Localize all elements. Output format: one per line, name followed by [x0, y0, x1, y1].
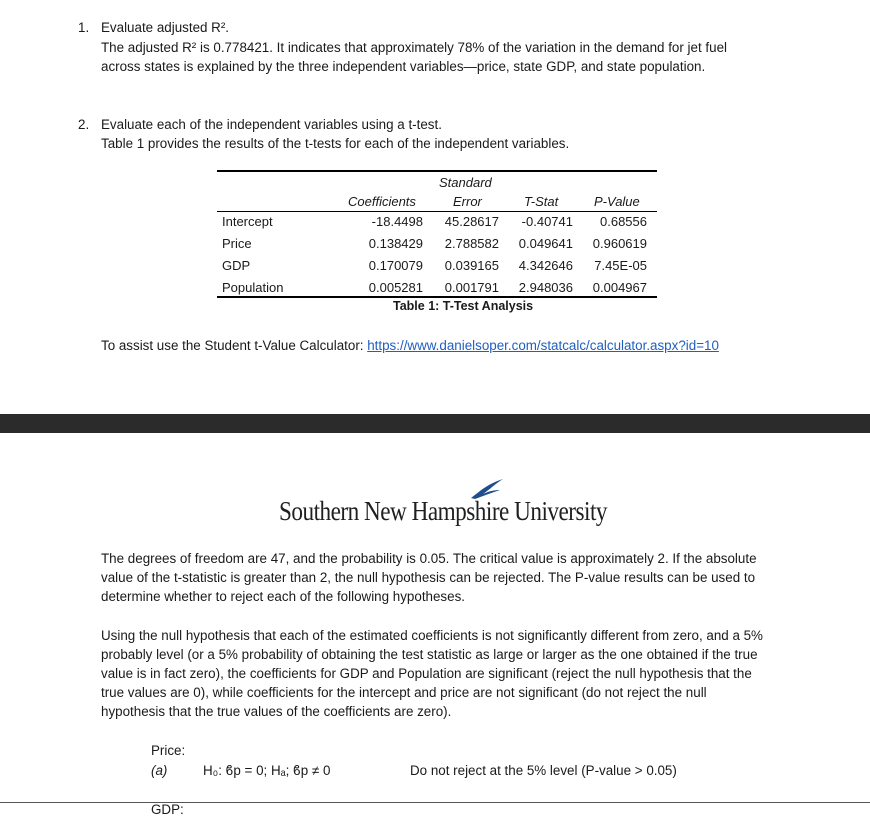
logo-text-3: ire University	[485, 496, 607, 526]
header-error: Error	[453, 194, 482, 209]
paragraph-1-line-1: The degrees of freedom are 47, and the probability is 0.05. The critical value is approximately 2. If the absolute	[101, 551, 757, 566]
row-pvalue: 7.45E-05	[594, 258, 647, 273]
paragraph-2-line-2: probably level (or a 5% probability of obtaining the test statistic as large or larger as the one obtained if the true	[101, 647, 758, 662]
row-pvalue: 0.004967	[592, 280, 647, 295]
row-label: Price	[222, 236, 252, 251]
logo-text-2: h	[474, 496, 486, 526]
row-coefficient: 0.138429	[368, 236, 423, 251]
table-caption: Table 1: T-Test Analysis	[393, 299, 534, 313]
table-header-rule	[217, 211, 657, 212]
row-std-error: 0.001791	[444, 280, 499, 295]
price-hypothesis: H₀: ϐp = 0; Hₐ; ϐp ≠ 0	[203, 763, 331, 778]
page-break-band	[0, 414, 870, 433]
logo-text-1: Southern New Hamps	[279, 496, 475, 526]
assist-line	[101, 336, 719, 355]
row-tstat: 0.049641	[518, 236, 573, 251]
price-label: Price:	[151, 743, 186, 758]
row-label: GDP	[222, 258, 251, 273]
section-1-body-line-1: The adjusted R² is 0.778421. It indicates that approximately 78% of the variation in the demand for jet fuel	[101, 40, 728, 55]
paragraph-2-line-5: hypothesis that the true values of the coefficients are zero).	[101, 704, 452, 719]
row-tstat: 4.342646	[518, 258, 573, 273]
section-1-body-line-2: across states is explained by the three independent variables—price, state GDP, and state population.	[101, 59, 706, 74]
row-std-error: 2.788582	[444, 236, 499, 251]
row-tstat: 2.948036	[518, 280, 573, 295]
section-2-intro: Table 1 provides the results of the t-tests for each of the independent variables.	[101, 136, 570, 151]
row-std-error: 45.28617	[444, 214, 499, 229]
price-item-marker: (a)	[151, 763, 168, 778]
assist-text: To assist use the Student t-Value Calculator:	[101, 338, 368, 353]
paragraph-2-line-4: true values are 0), while coefficients for the intercept and price are not significant (do not reject the null	[101, 685, 707, 700]
paragraph-2-line-1: Using the null hypothesis that each of the estimated coefficients is not significantly different from zero, and a 5%	[101, 628, 763, 643]
page-bottom-rule	[0, 802, 870, 803]
row-coefficient: 0.170079	[368, 258, 423, 273]
table-bottom-rule	[217, 296, 657, 298]
snhu-logo	[279, 478, 607, 526]
header-standard: Standard	[439, 175, 492, 190]
table-top-rule	[217, 170, 657, 172]
header-coefficients: Coefficients	[348, 194, 416, 209]
paragraph-1-line-3: determine whether to reject each of the following hypotheses.	[101, 589, 465, 604]
calculator-link[interactable]: https://www.danielsoper.com/statcalc/calculator.aspx?id=10	[367, 338, 719, 353]
row-pvalue: 0.68556	[600, 214, 647, 229]
row-pvalue: 0.960619	[592, 236, 647, 251]
section-1-heading: Evaluate adjusted R².	[101, 20, 230, 35]
header-tstat: T-Stat	[524, 194, 559, 209]
row-std-error: 0.039165	[444, 258, 499, 273]
snhu-wordmark	[279, 496, 607, 527]
section-2-number: 2.	[78, 117, 90, 132]
section-2-heading: Evaluate each of the independent variables using a t-test.	[101, 117, 442, 132]
row-label: Population	[222, 280, 284, 295]
gdp-label-partial: GDP:	[151, 802, 184, 817]
row-coefficient: 0.005281	[368, 280, 423, 295]
section-1-number: 1.	[78, 20, 90, 35]
header-pvalue: P-Value	[594, 194, 640, 209]
row-label: Intercept	[222, 214, 273, 229]
paragraph-1-line-2: value of the t-statistic is greater than 2, the null hypothesis can be rejected. The P-value results can be used to	[101, 570, 756, 585]
row-tstat: -0.40741	[521, 214, 573, 229]
paragraph-2-line-3: value is in fact zero), the coefficients for GDP and Population are significant (reject the null hypothesis that the	[101, 666, 752, 681]
row-coefficient: -18.4498	[371, 214, 423, 229]
price-decision: Do not reject at the 5% level (P-value > 0.05)	[410, 763, 677, 778]
